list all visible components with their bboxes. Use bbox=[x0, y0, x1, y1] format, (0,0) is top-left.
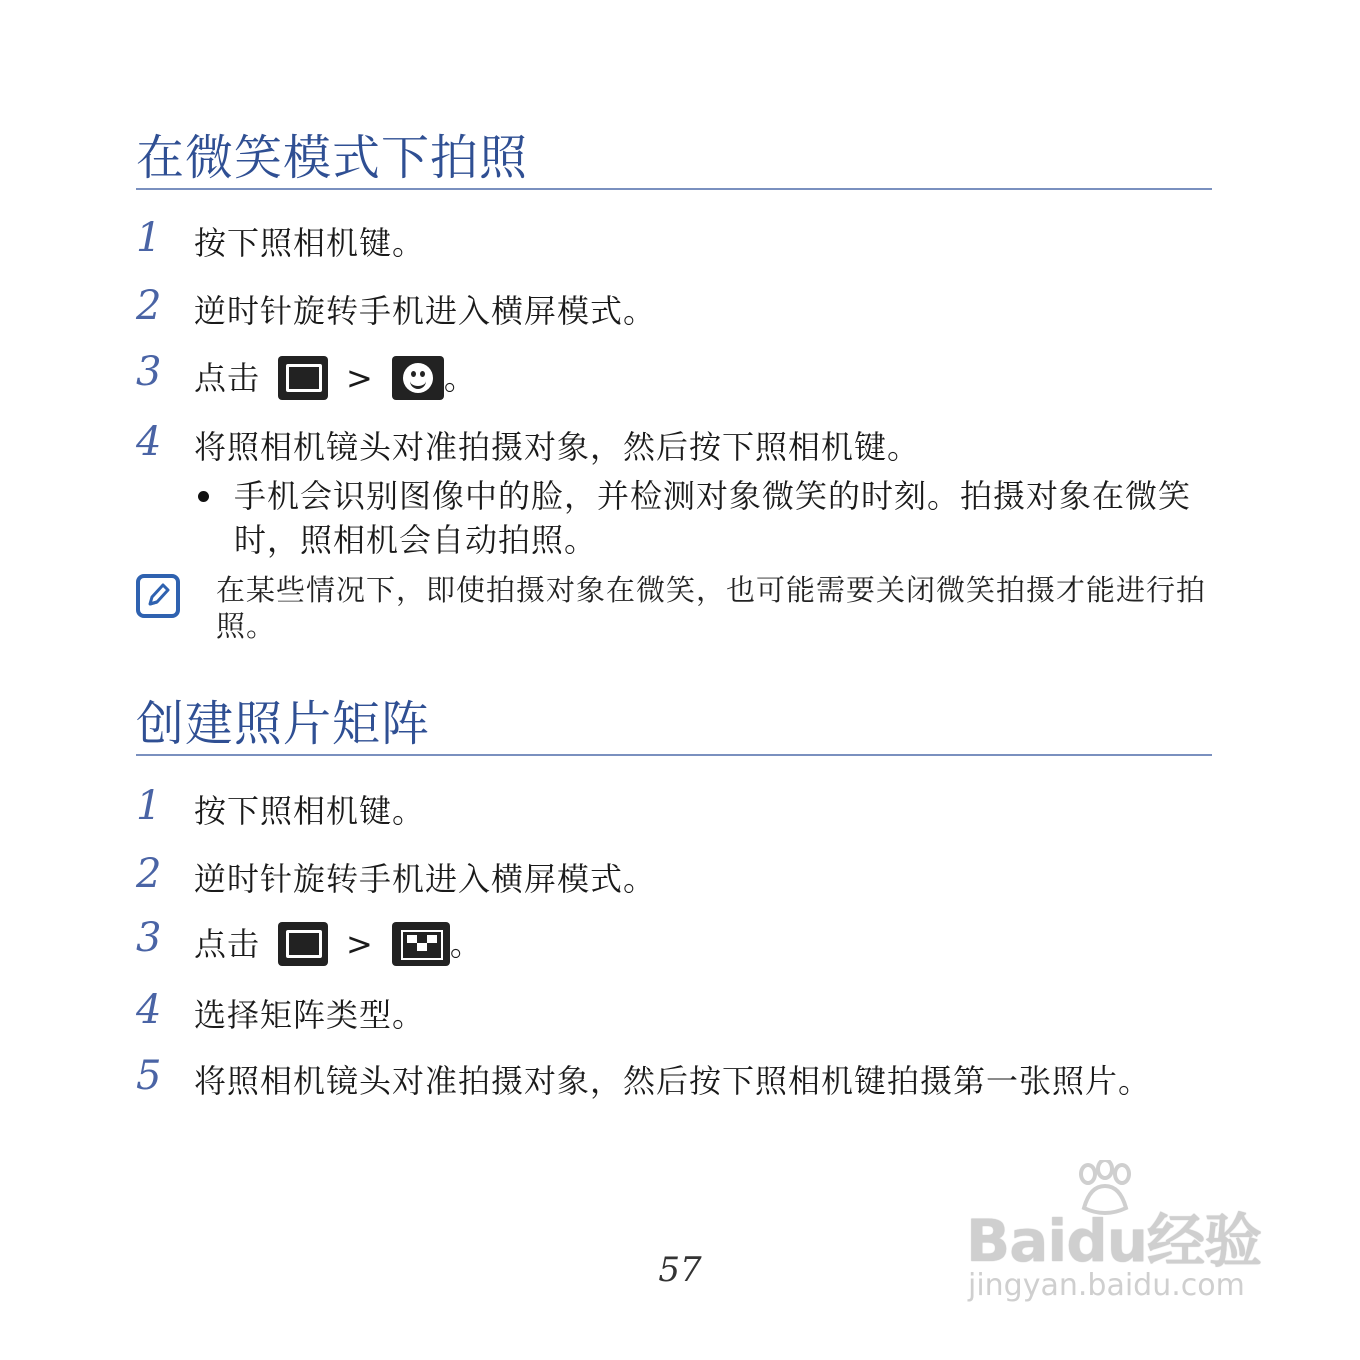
step-number: 1 bbox=[136, 215, 162, 261]
page-number: 57 bbox=[658, 1250, 702, 1290]
step-suffix: 。 bbox=[449, 925, 483, 963]
bullet-dot-icon bbox=[198, 491, 209, 502]
watermark-brand: Baidu经验 bbox=[966, 1207, 1262, 1275]
step-number: 2 bbox=[136, 283, 162, 329]
frame-icon bbox=[278, 356, 328, 400]
note-box bbox=[136, 572, 1212, 652]
step-prefix: 点击 bbox=[194, 359, 261, 397]
watermark-url: jingyan.baidu.com bbox=[968, 1268, 1245, 1303]
step-number: 4 bbox=[136, 987, 162, 1033]
step-text: 按下照相机键。 bbox=[194, 792, 426, 830]
step-number: 4 bbox=[136, 419, 162, 465]
step-suffix: 。 bbox=[443, 359, 477, 397]
mosaic-icon bbox=[392, 922, 450, 966]
step-text: 按下照相机键。 bbox=[194, 224, 426, 262]
bullet-text: 手机会识别图像中的脸，并检测对象微笑的时刻。拍摄对象在微笑时，照相机会自动拍照。 bbox=[234, 477, 1192, 559]
baidu-watermark bbox=[960, 1150, 1280, 1310]
step-number: 5 bbox=[136, 1053, 162, 1099]
note-text: 在某些情况下，即使拍摄对象在微笑，也可能需要关闭微笑拍摄才能进行拍照。 bbox=[216, 573, 1207, 643]
step-number: 3 bbox=[136, 915, 162, 961]
frame-icon bbox=[278, 922, 328, 966]
section-title-photo-matrix: 创建照片矩阵 bbox=[136, 696, 1212, 756]
step-prefix: 点击 bbox=[194, 925, 261, 963]
step-number: 2 bbox=[136, 851, 162, 897]
step-text bbox=[194, 922, 1212, 966]
step-number: 1 bbox=[136, 783, 162, 829]
step-text bbox=[194, 356, 1212, 400]
section-title-smile-shot: 在微笑模式下拍照 bbox=[136, 130, 1212, 190]
separator-arrow: > bbox=[346, 925, 374, 963]
bullet-item bbox=[136, 474, 1212, 564]
note-pencil-icon bbox=[136, 574, 180, 618]
step-text: 逆时针旋转手机进入横屏模式。 bbox=[194, 292, 657, 330]
step-number: 3 bbox=[136, 349, 162, 395]
step-text: 选择矩阵类型。 bbox=[194, 996, 426, 1034]
separator-arrow: > bbox=[346, 359, 374, 397]
smile-icon bbox=[392, 356, 444, 400]
step-text: 将照相机镜头对准拍摄对象，然后按下照相机键拍摄第一张照片。 bbox=[194, 1062, 1152, 1100]
step-text: 逆时针旋转手机进入横屏模式。 bbox=[194, 860, 657, 898]
step-text: 将照相机镜头对准拍摄对象，然后按下照相机键。 bbox=[194, 428, 921, 466]
